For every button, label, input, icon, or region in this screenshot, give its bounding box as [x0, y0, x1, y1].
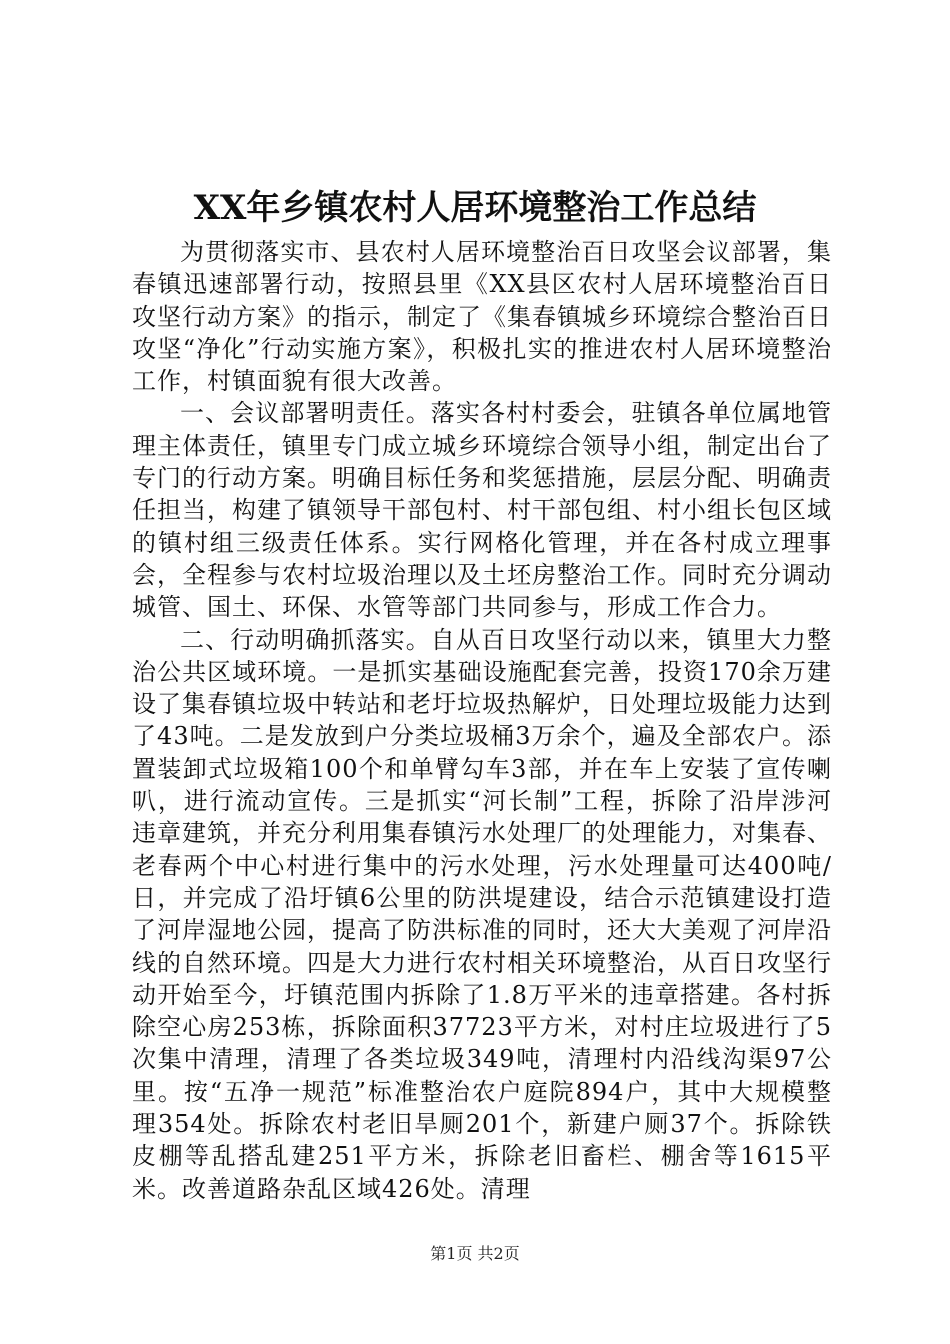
paragraph-section-1: 一、会议部署明责任。落实各村村委会，驻镇各单位属地管理主体责任，镇里专门成立城乡环境综合领导小组，制定出台了专门的行动方案。明确目标任务和奖惩措施，层层分配、明确责任担当，构建了镇领导干部包村、村干部包组、村小组长包区域的镇村组三级责任体系。实行网格化管理，并在各村成立理事会，全程参与农村垃圾治理以及土坯房整治工作。同时充分调动城管、国土、环保、水管等部门共同参与，形成工作合力。: [132, 399, 832, 622]
paragraph-section-2: 二、行动明确抓落实。自从百日攻坚行动以来，镇里大力整治公共区域环境。一是抓实基础设施配套完善，投资170余万建设了集春镇垃圾中转站和老圩垃圾热解炉，日处理垃圾能力达到了43吨。二是发放到户分类垃圾桶3万余个，遍及全部农户。添置装卸式垃圾箱100个和单臂勾车3部，并在车上安装了宣传喇叭，进行流动宣传。三是抓实“河长制”工程，拆除了沿岸涉河违章建筑，并充分利用集春镇污水处理厂的处理能力，对集春、老春两个中心村进行集中的污水处理，污水处理量可达400吨/日，并完成了沿圩镇6公里的防洪堤建设，结合示范镇建设打造了河岸湿地公园，提高了防洪标准的同时，还大大美观了河岸沿线的自然环境。四是大力进行农村相关环境整治，从百日攻坚行动开始至今，圩镇范围内拆除了1.8万平米的违章搭建。各村拆除空心房253栋，拆除面积37723平方米，对村庄垃圾进行了5次集中清理，清理了各类垃圾349吨，清理村内沿线沟渠97公里。按“五净一规范”标准整治农户庭院894户，其中大规模整理354处。拆除农村老旧旱厕201个，新建户厕37个。拆除铁皮棚等乱搭乱建251平方米，拆除老旧畜栏、棚舍等1615平米。改善道路杂乱区域426处。清理: [132, 625, 832, 1203]
page-footer: 第1页 共2页: [430, 1244, 520, 1263]
document-title: XX年乡镇农村人居环境整治工作总结: [193, 188, 757, 228]
paragraph-intro: 为贯彻落实市、县农村人居环境整治百日攻坚会议部署，集春镇迅速部署行动，按照县里《XX县区农村人居环境整治百日攻坚行动方案》的指示，制定了《集春镇城乡环境综合整治百日攻坚“净化”行动实施方案》，积极扎实的推进农村人居环境整治工作，村镇面貌有很大改善。: [132, 238, 832, 396]
document-body: [132, 236, 832, 1205]
